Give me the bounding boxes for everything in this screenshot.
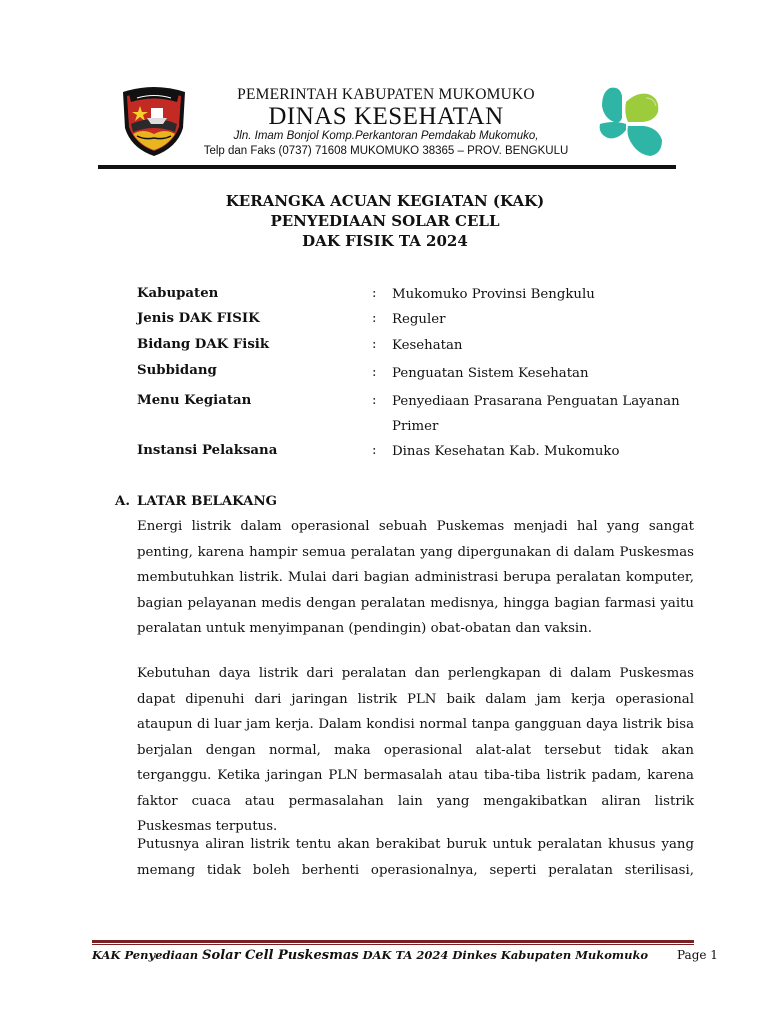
government-name: PEMERINTAH KABUPATEN MUKOMUKO: [237, 86, 535, 103]
info-row-jenis-dak: [137, 311, 697, 333]
info-row-instansi: [137, 443, 697, 465]
document-title-line3: DAK FISIK TA 2024: [302, 232, 468, 250]
info-value: Penguatan Sistem Kesehatan: [392, 366, 589, 381]
agency-address: Jln. Imam Bonjol Komp.Perkantoran Pemdakab Mukomuko,: [233, 130, 539, 142]
info-label: Kabupaten: [137, 286, 219, 301]
info-value: Kesehatan: [392, 338, 463, 353]
paragraph-2: Kebutuhan daya listrik dari peralatan dan perlengkapan di dalam Puskesmas dapat dipenuhi dari jaringan listrik PLN baik dalam jam kerja operasional ataupun di luar jam kerja. Dalam kondisi normal tanpa gangguan daya listrik bisa berjalan dengan normal, maka operasional alat-alat tersebut tidak akan terganggu. Ketika jaringan PLN bermasalah atau tiba-tiba listrik padam, karena faktor cuaca atau permasalahan lain yang mengakibatkan aliran listrik Puskesmas terputus.: [137, 666, 694, 834]
info-value: Penyediaan Prasarana Penguatan Layanan Primer: [392, 394, 680, 434]
info-colon: :: [372, 443, 377, 458]
info-value: Mukomuko Provinsi Bengkulu: [392, 287, 595, 302]
info-value: Reguler: [392, 312, 446, 327]
info-row-subbidang: [137, 363, 697, 385]
letterhead-rule: [98, 165, 676, 169]
info-label: Jenis DAK FISIK: [137, 311, 260, 326]
info-row-bidang: [137, 337, 697, 359]
agency-name: DINAS KESEHATAN: [268, 103, 504, 130]
info-colon: :: [372, 311, 377, 326]
info-label: Instansi Pelaksana: [137, 443, 278, 458]
info-colon: :: [372, 337, 377, 352]
info-colon: :: [372, 393, 377, 408]
info-colon: :: [372, 286, 377, 301]
paragraph-1: Energi listrik dalam operasional sebuah Puskemas menjadi hal yang sangat penting, karena hampir semua peralatan yang dipergunakan di dalam Puskesmas membutuhkan listrik. Mulai dari bagian administrasi berupa peralatan komputer, bagian pelayanan medis dengan peralatan medisnya, hingga bagian farmasi yaitu peralatan untuk menyimpanan (pendingin) obat-obatan dan vaksin.: [137, 519, 694, 636]
info-colon: :: [372, 365, 377, 380]
footer-text-part2: Solar Cell Puskesmas: [202, 948, 359, 963]
paragraph-3: Putusnya aliran listrik tentu akan berakibat buruk untuk peralatan khusus yang memang tidak boleh berhenti operasionalnya, seperti peralatan sterilisasi,: [137, 837, 694, 878]
document-title-line2: PENYEDIAAN SOLAR CELL: [270, 212, 500, 230]
info-label: Bidang DAK Fisik: [137, 337, 270, 352]
kemenkes-logo: [596, 84, 676, 160]
footer-text-part3: DAK TA 2024 Dinkes Kabupaten Mukomuko: [358, 948, 649, 962]
footer-text: [92, 948, 648, 963]
page-number: Page 1: [677, 948, 718, 962]
section-letter: A.: [115, 494, 130, 509]
info-label: Subbidang: [137, 363, 217, 378]
info-row-menu-kegiatan: [137, 393, 697, 441]
info-row-kabupaten: [137, 286, 697, 308]
kabupaten-mukomuko-emblem: [117, 84, 191, 158]
document-title-line1: KERANGKA ACUAN KEGIATAN (KAK): [225, 192, 545, 210]
info-label: Menu Kegiatan: [137, 393, 252, 408]
footer-text-part1: KAK Penyediaan: [92, 948, 203, 962]
footer-rule-thin: [92, 944, 694, 945]
agency-contact: Telp dan Faks (0737) 71608 MUKOMUKO 38365 – PROV. BENGKULU: [203, 145, 569, 157]
info-value: Dinas Kesehatan Kab. Mukomuko: [392, 444, 620, 459]
footer-rule: [92, 940, 694, 943]
section-title: LATAR BELAKANG: [137, 494, 277, 509]
